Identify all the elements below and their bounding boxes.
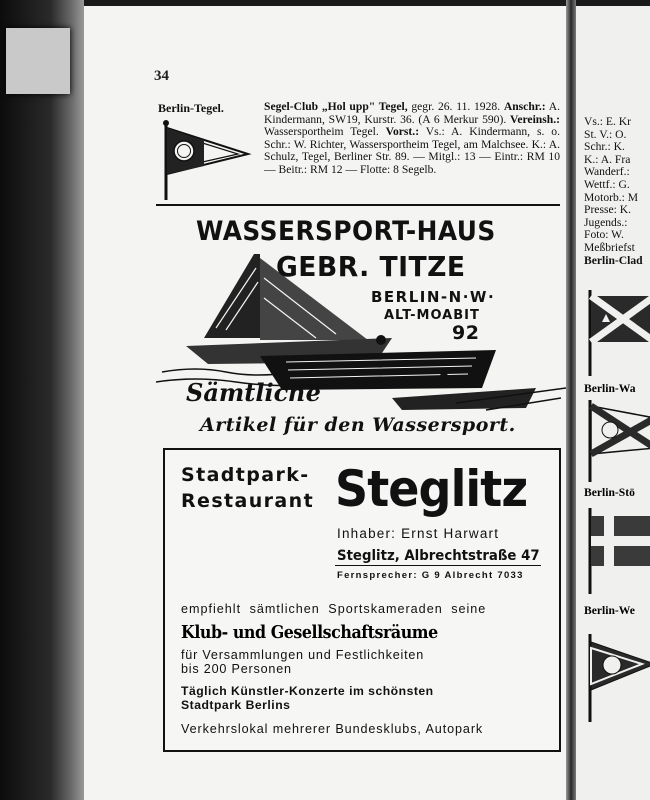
page-number: 34 — [154, 68, 169, 84]
right-heading: Berlin-We — [584, 604, 635, 617]
book-gutter — [566, 0, 576, 800]
club-entry — [264, 101, 560, 177]
right-page-text — [584, 116, 650, 267]
restaurant-address: Steglitz, Albrechtstraße 47 — [337, 548, 540, 564]
right-heading: Berlin-Stö — [584, 486, 635, 499]
club-address-label: Anschr.: — [503, 100, 546, 113]
watersport-advertisement — [156, 210, 566, 446]
club-name: Segel-Club „Hol upp" Tegel, — [264, 100, 408, 113]
restaurant-name-line2: Restaurant — [181, 490, 315, 512]
right-line: Motorb.: M — [584, 190, 639, 204]
club-board-label: Vorst.: — [385, 125, 420, 139]
club-board: Vs.: A. Kindermann, s. o. Schr.: W. Richter, Wassersportheim Tegel, am Malchsee. K.: A. Schulz, Tegel, Berliner Str. 89. — Mitgl.: 13 — Eintr.: RM 10 — Beitr.: RM 12 — Flotte: 8 Segelb. — [264, 125, 561, 176]
address-underline — [335, 565, 541, 566]
restaurant-phone: Fernsprecher: G 9 Albrecht 7033 — [337, 570, 524, 581]
club-clubhouse: Wassersportheim Tegel. — [264, 125, 379, 139]
restaurant-capacity: für Versammlungen und Festlichkeiten bis 200 Personen — [181, 648, 425, 676]
club-pennant-icon — [160, 120, 252, 202]
pennant-icon — [586, 506, 650, 596]
right-heading: Berlin-Wa — [584, 382, 636, 395]
club-clubhouse-label: Vereinsh.: — [510, 112, 560, 126]
club-founded: gegr. 26. 11. 1928. — [407, 100, 501, 113]
restaurant-location: Steglitz — [335, 460, 528, 518]
pennant-icon — [586, 632, 650, 724]
section-divider — [156, 204, 560, 206]
left-page — [84, 6, 566, 800]
paper-tab — [6, 28, 70, 94]
right-line: Meßbriefst — [584, 240, 635, 254]
ad-house-number: 92 — [452, 322, 480, 344]
restaurant-owner: Inhaber: Ernst Harwart — [337, 526, 500, 541]
ad-tagline-line2: Artikel für den Wassersport. — [200, 414, 516, 436]
right-line: Jugends.: — [584, 215, 628, 229]
restaurant-name — [181, 462, 314, 514]
club-place: Berlin-Tegel. — [158, 101, 224, 115]
right-heading: Berlin-Clad — [584, 253, 643, 267]
ad-tagline-line1: Sämtliche — [186, 378, 321, 407]
restaurant-advertisement — [163, 448, 561, 752]
right-line: Wettf.: G. — [584, 177, 630, 191]
right-line: Schr.: K. — [584, 140, 625, 154]
restaurant-footer: Verkehrslokal mehrerer Bundesklubs, Autopark — [181, 722, 484, 736]
restaurant-name-line1: Stadtpark- — [181, 464, 310, 486]
right-line: K.: A. Fra — [584, 152, 631, 166]
right-page — [576, 6, 650, 800]
pennant-icon — [586, 398, 650, 484]
right-line: Vs.: E. Kr — [584, 115, 632, 128]
ad-title-line2: GEBR. TITZE — [276, 250, 466, 283]
right-line: Foto: W. — [584, 228, 624, 242]
ad-city: BERLIN-N·W· — [371, 288, 496, 306]
book-edge — [0, 0, 84, 800]
right-line: Wanderf.: — [584, 165, 630, 179]
right-line: St. V.: O. — [584, 127, 627, 141]
right-line: Presse: K. — [584, 203, 632, 217]
club-address: A. Kindermann, SW19, Kurstr. 36. (A 6 Merkur 590). — [264, 100, 560, 126]
ad-district: ALT-MOABIT — [384, 308, 480, 323]
restaurant-rooms: Klub- und Gesellschaftsräume — [181, 622, 438, 643]
ad-title-line1: WASSERSPORT-HAUS — [196, 216, 496, 247]
pennant-icon — [586, 288, 650, 378]
restaurant-concerts: Täglich Künstler-Konzerte im schönsten Stadtpark Berlins — [181, 684, 434, 712]
restaurant-recommendation: empfiehlt sämtlichen Sportskameraden seine — [181, 602, 487, 616]
